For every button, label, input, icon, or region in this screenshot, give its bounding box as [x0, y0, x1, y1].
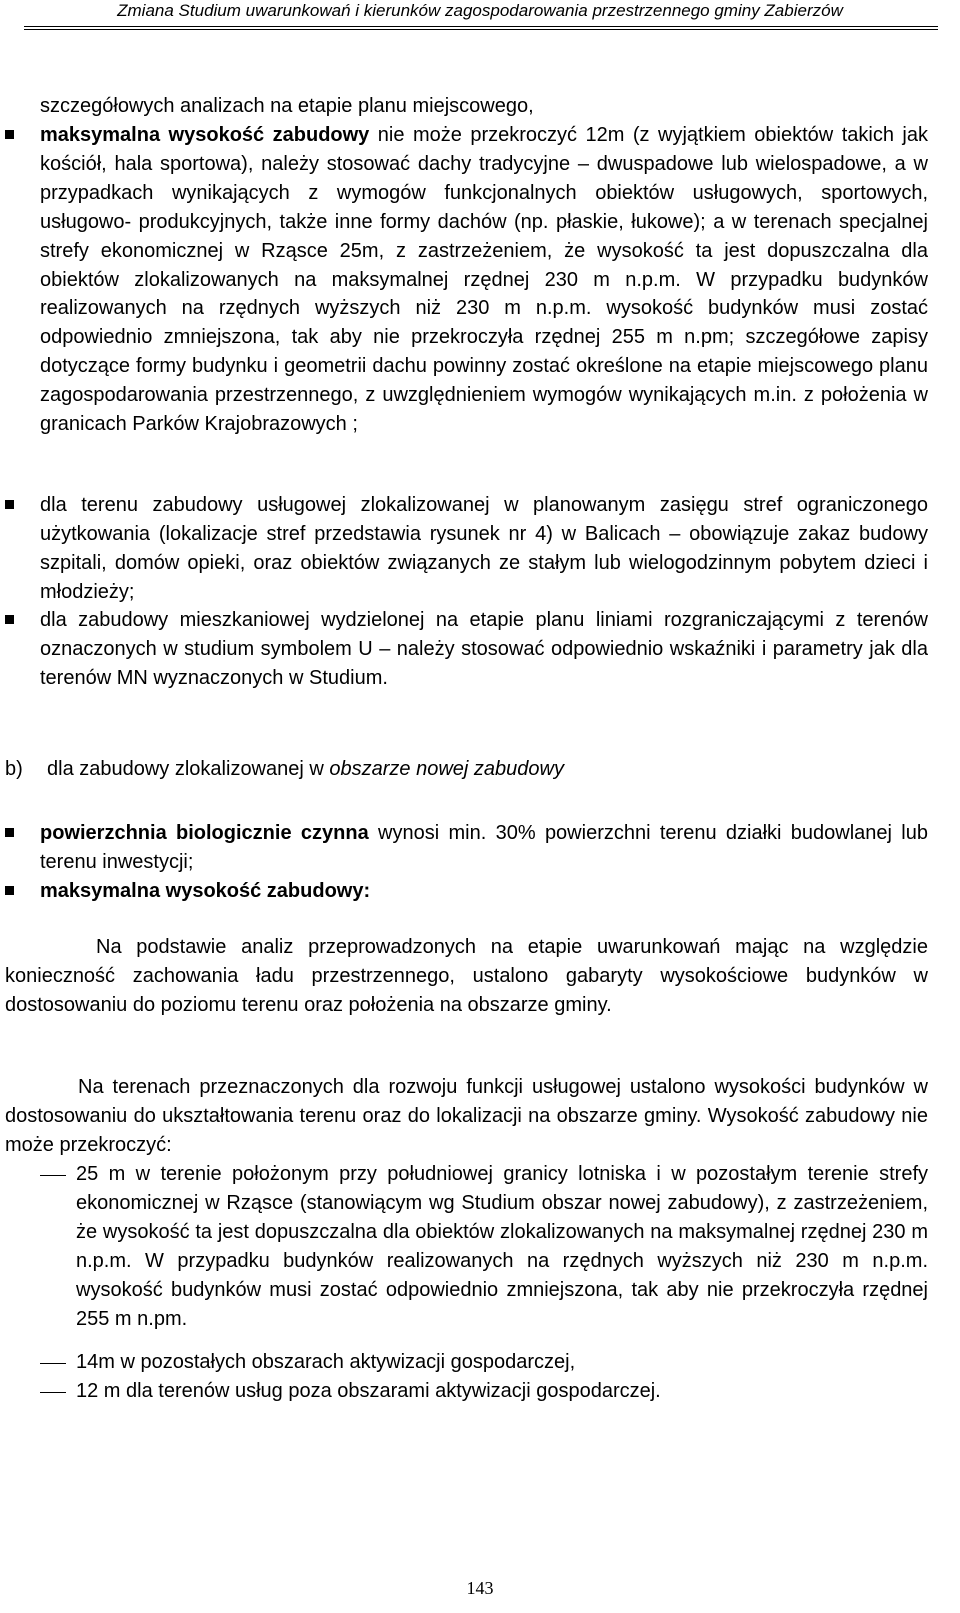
square-bullet-icon: [5, 615, 14, 624]
section-b-text: dla zabudowy zlokalizowanej w: [47, 758, 330, 780]
page-number: 143: [466, 1578, 494, 1598]
square-bullet-icon: [5, 828, 14, 837]
dash-item: 25 m w terenie położonym przy południowej granicy lotniska i w pozostałym terenie strefy ekonomicznej w Rząsce (stanowiącym wg Studium obszar nowej zabudowy), z zastrzeżeniem, że wysokość ta jest dopuszczalna dla obiektów zlokalizowanych na maksymalnej rzędnej 230 m n.p.m. W przypadku budynków realizowanych na rzędnych wyższych niż 230 m n.p.m. wysokość budynków musi zostać odpowiednio zmniejszona, tak aby nie przekroczyła rzędnej 255 m n.pm.: [76, 1163, 928, 1330]
service-height-paragraph: Na terenach przeznaczonych dla rozwoju funkcji usługowej ustalono wysokości budynków w dostosowaniu do ukształtowania terenu oraz do lokalizacji na obszarze gminy. Wysokość zabudowy nie może przekroczyć:: [5, 1076, 928, 1156]
paragraph-text: wynosi min. 30% powierzchni terenu działki budowlanej lub terenu inwestycji;: [40, 822, 928, 873]
bold-term: maksymalna wysokość zabudowy:: [40, 880, 371, 902]
dash-bullet-icon: [40, 1363, 66, 1364]
bold-term: maksymalna wysokość zabudowy: [40, 124, 370, 146]
section-b-italic: obszarze nowej zabudowy: [329, 758, 564, 780]
square-bullet-icon: [5, 500, 14, 509]
bullet-max-height-heading: [40, 877, 928, 906]
continuation-line: szczegółowych analizach na etapie planu miejscowego,: [40, 95, 534, 117]
bullet-max-height-paragraph: [40, 121, 928, 439]
paragraph-text: nie może przekroczyć 12m (z wyjątkiem obiektów takich jak kościół, hala sportowa), należy stosować dachy tradycyjne – dwuspadowe lub wielospadowe, a w przypadkach wynikających z wymogów funkcjonalnych obiektów usługowych, sportowych, usługowo- produkcyjnych, także inne formy dachów (np. płaskie, łukowe); a w terenach specjalnej strefy ekonomicznej w Rząsce 25m, z zastrzeżeniem, że wysokość ta jest dopuszczalna dla obiektów zlokalizowanych na maksymalnej rzędnej 230 m n.p.m. W przypadku budynków realizowanych na rzędnych wyższych niż 230 m n.p.m. wysokość budynków musi zostać odpowiednio zmniejszona, tak aby nie przekroczyła rzędnej 255 m n.pm; szczegółowe zapisy dotyczące formy budynku i geometrii dachu powinny zostać określone na etapie miejscowego planu zagospodarowania przestrzennego, z uwzględnieniem wymogów wynikających m.in. z położenia w granicach Parków Krajobrazowych ;: [40, 124, 928, 436]
dash-bullet-icon: [40, 1175, 66, 1176]
bullet-residential-paragraph: dla zabudowy mieszkaniowej wydzielonej na etapie planu liniami rozgraniczającymi z terenów oznaczonych w studium symbolem U – należy stosować odpowiednio wskaźniki i parametry jak dla terenów MN wyznaczonych w Studium.: [40, 609, 928, 689]
section-b-heading: [47, 755, 927, 784]
dash-item: 14m w pozostałych obszarach aktywizacji gospodarczej,: [76, 1351, 576, 1373]
analysis-paragraph: Na podstawie analiz przeprowadzonych na etapie uwarunkowań mając na względzie konieczność zachowania ładu przestrzennego, ustalono gabaryty wysokościowe budynków w dostosowaniu do poziomu terenu oraz położenia na obszarze gminy.: [5, 936, 928, 1016]
bold-term: powierzchnia biologicznie czynna: [40, 822, 369, 844]
bullet-service-zone-paragraph: dla terenu zabudowy usługowej zlokalizowanej w planowanym zasięgu stref ograniczonego użytkowania (lokalizacje stref przedstawia rysunek nr 4) w Balicach – obowiązuje zakaz budowy szpitali, domów opieki, oraz obiektów związanych ze stałym lub wielogodzinnym pobytem dzieci i młodzieży;: [40, 494, 928, 603]
section-marker: b): [5, 758, 23, 780]
square-bullet-icon: [5, 886, 14, 895]
dash-bullet-icon: [40, 1392, 66, 1393]
running-header: Zmiana Studium uwarunkowań i kierunków zagospodarowania przestrzennego gminy Zabierzów: [117, 1, 843, 20]
header-rule-second: [24, 29, 938, 30]
bullet-biological-area: [40, 819, 928, 877]
dash-item: 12 m dla terenów usług poza obszarami aktywizacji gospodarczej.: [76, 1380, 661, 1402]
header-rule: [24, 26, 938, 27]
square-bullet-icon: [5, 130, 14, 139]
